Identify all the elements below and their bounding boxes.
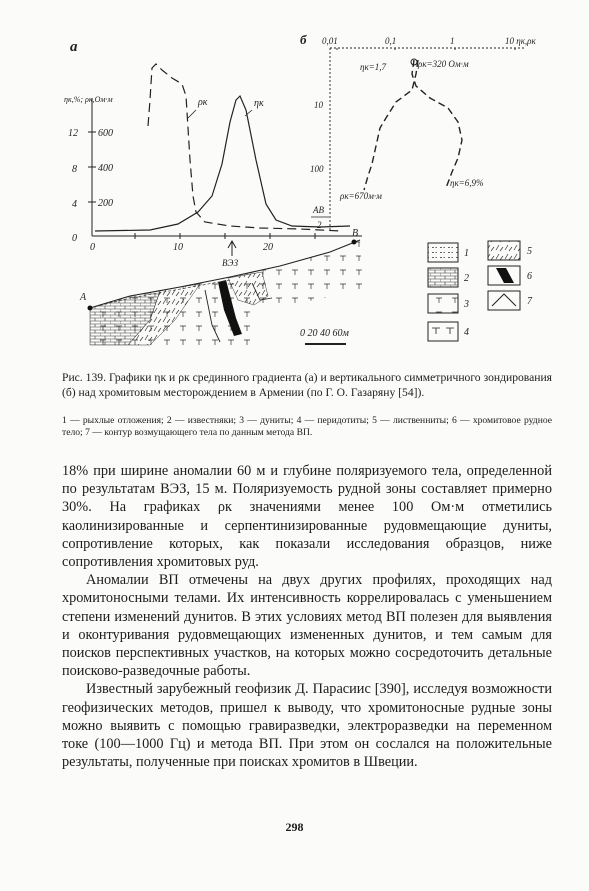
ves-marker (222, 241, 239, 268)
panel-a-axis-label: ηк,%; ρк,Ом·м (64, 95, 113, 104)
body-text (62, 462, 552, 771)
ves-label: ВЭЗ (222, 258, 239, 268)
tick-label: 10 (173, 242, 183, 253)
panel-a-label: а (70, 39, 78, 55)
point-b-marker (352, 240, 357, 245)
curve-rho-k (148, 64, 340, 231)
point-b-label: В (352, 228, 359, 239)
panel-a-left-ticks (68, 128, 78, 244)
legend-number: 7 (527, 296, 532, 307)
figure-caption: Рис. 139. Графики ηк и ρк срединного градиента (а) и вертикального симметричного зондирования (б) над хромитовым месторождением в Армении (по Г. О. Газаряну [54]). (62, 371, 552, 399)
tick-label: 10 (314, 100, 323, 110)
panel-b-left-ticks (310, 100, 324, 174)
tick-label: 0 (90, 242, 95, 253)
figure-legend-text: 1 — рыхлые отложения; 2 — известняки; 3 — дуниты; 4 — перидотиты; 5 — лиственниты; 6 — хромитовое рудное тело; 7 — контур возмущающего тела по данным метода ВП. (62, 415, 552, 438)
tick-label: 0,1 (385, 36, 397, 46)
tick-label: 400 (98, 163, 113, 174)
legend-number: 2 (464, 273, 469, 284)
ab-label-top: АВ (313, 205, 324, 215)
paragraph: Аномалии ВП отмечены на двух других профилях, проходящих над хромитоносными телами. Их интенсивность коррелировалась с уменьшением степени изменений дунитов. В этих условиях метод ВП полезен для выявления и оконтуривания рудовмещающих измененных дунитов, и тем самым для поисков перспективных участков, на которых можно сосредоточить детальные поисково-разведочные работы. (62, 572, 552, 680)
paragraph: Известный зарубежный геофизик Д. Парасиис [390], исследуя возможности геофизических методов, пришел к выводу, что хромитоносные рудные зоны можно выявить с помощью гравиразведки, электроразведки на переменном токе (100—1000 Гц) и метода ВП. При этом он сослался на положительные результаты, полученные при поисках хромитов в Швеции. (62, 681, 552, 771)
legend-swatch-1 (428, 243, 458, 262)
tick-label: 8 (72, 164, 77, 175)
tick-label: 12 (68, 128, 78, 139)
figure-139 (0, 0, 589, 365)
scale-label: 0 20 40 60м (300, 328, 349, 339)
paragraph: 18% при ширине аномалии 60 м и глубине поляризуемого тела, определенной по результатам ВЭЗ, 15 м. Поляризуемость рудной зоны составляет примерно 30%. На графиках ρк значениями менее 100 Ом·м отметились каолинизированные и серпентинизированные рудовмещающие дуниты, сопротивление которых, как показали исследования образцов, ниже сопротивления хромитовых руд. (62, 463, 552, 571)
tick-label: 100 (310, 164, 324, 174)
legend (428, 241, 533, 341)
b-ann-rho-bottom: ρк=670м·м (340, 191, 382, 201)
tick-label: 4 (72, 199, 77, 210)
b-ann-eta-bottom: ηк=6,9% (450, 178, 484, 188)
legend-number: 4 (464, 327, 469, 338)
legend-swatch-3 (428, 294, 458, 313)
legend-number: 6 (527, 271, 532, 282)
curve-label-eta: ηк (254, 98, 264, 109)
legend-number: 5 (527, 246, 532, 257)
tick-label: 10 ηк,ρк (505, 36, 536, 46)
legend-swatch-2 (428, 268, 458, 287)
point-a-marker (88, 306, 93, 311)
tick-label: 0,01 (322, 36, 338, 46)
ab-label-bottom: 2 (317, 220, 322, 230)
tick-label: 600 (98, 128, 113, 139)
panel-b-frame (330, 48, 525, 230)
tick-label: 1 (450, 36, 455, 46)
point-a-label: А (80, 292, 87, 303)
legend-swatch-4 (428, 322, 458, 341)
curve-label-rho: ρк (198, 97, 208, 108)
tick-label: 20 (263, 242, 273, 253)
curve-b-eta (412, 60, 462, 188)
page-number: 298 (285, 820, 304, 834)
legend-number: 3 (464, 299, 469, 310)
panel-b-top-ticks (322, 36, 536, 46)
panel-b-label: б (300, 32, 307, 47)
tick-label: 0 (72, 233, 77, 244)
b-ann-rho-top: ρк=320 Ом·м (418, 59, 469, 69)
b-ann-eta-top: ηк=1,7 (360, 62, 386, 72)
tick-label: 200 (98, 198, 113, 209)
curve-b-rho (364, 60, 418, 190)
legend-swatch-5 (488, 241, 520, 260)
legend-number: 1 (464, 248, 469, 259)
